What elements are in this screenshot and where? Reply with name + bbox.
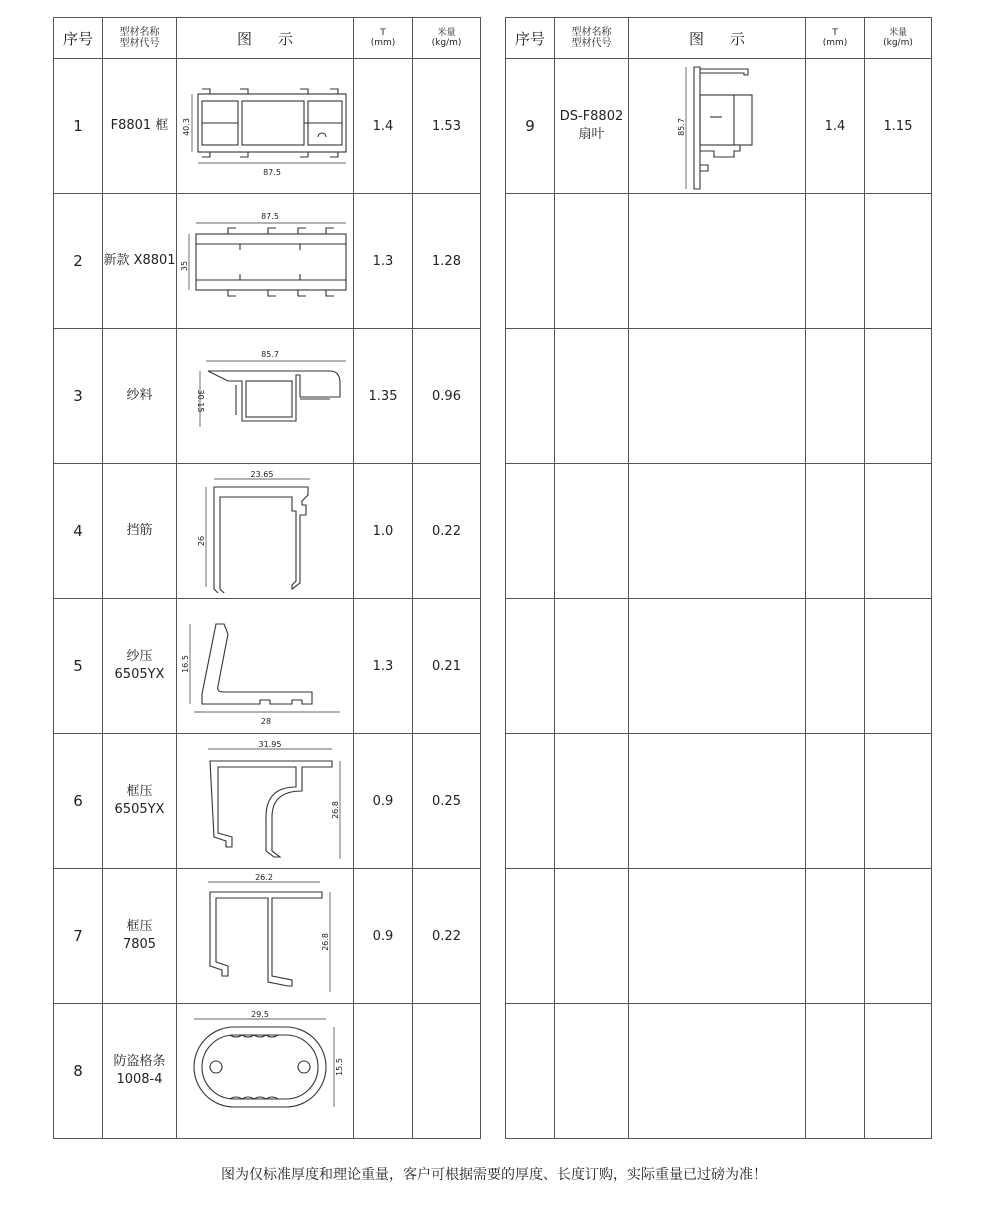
profile-figure	[177, 194, 354, 329]
empty-cell	[629, 734, 806, 869]
profile-drawing-screen	[180, 341, 350, 451]
header-weight-line2: (kg/m)	[883, 38, 913, 48]
footnote: 图为仅标准厚度和理论重量，客户可根据需要的厚度、长度订购，实际重量已过磅为准！	[221, 1167, 767, 1183]
empty-cell	[865, 194, 932, 329]
dim-height: 30.15	[196, 389, 205, 413]
empty-cell	[555, 734, 629, 869]
row-number: 5	[54, 599, 103, 734]
dim-width: 85.7	[261, 350, 279, 359]
table-row	[54, 329, 481, 464]
header-weight-line2: (kg/m)	[431, 38, 462, 48]
thickness-value	[354, 1004, 413, 1139]
table-row	[54, 734, 481, 869]
profile-name	[103, 329, 177, 464]
weight-value: 0.21	[413, 599, 481, 734]
empty-cell	[555, 869, 629, 1004]
dim-height: 85.7	[677, 118, 686, 136]
header-no	[506, 18, 555, 59]
table-row	[54, 464, 481, 599]
empty-cell	[806, 329, 865, 464]
empty-cell	[629, 1004, 806, 1139]
table-row	[54, 1004, 481, 1139]
profile-name-line2: 扇叶	[578, 127, 605, 142]
header-name-line1: 型材名称	[571, 27, 612, 38]
weight-value: 1.28	[413, 194, 481, 329]
header-weight-line1: 米量	[888, 28, 907, 38]
dim-width: 87.5	[263, 168, 281, 177]
header-no-label: 序号	[62, 29, 93, 48]
weight-value: 0.22	[413, 464, 481, 599]
table-row	[54, 59, 481, 194]
header-name-line2: 型材代号	[571, 38, 612, 49]
dim-height: 26.8	[331, 801, 340, 819]
header-thickness	[354, 18, 413, 59]
dim-width: 87.5	[261, 212, 279, 221]
row-number: 1	[54, 59, 103, 194]
empty-cell	[506, 1004, 555, 1139]
empty-cell	[629, 869, 806, 1004]
profile-name-line2: 6505YX	[114, 667, 165, 682]
profile-name	[103, 599, 177, 734]
row-number: 7	[54, 869, 103, 1004]
row-number: 6	[54, 734, 103, 869]
profile-name	[103, 59, 177, 194]
profile-name	[103, 194, 177, 329]
profile-name	[103, 869, 177, 1004]
empty-cell	[506, 329, 555, 464]
profile-drawing-frame-press-7805	[180, 872, 350, 1000]
profile-figure	[177, 329, 354, 464]
profile-figure	[177, 734, 354, 869]
profile-name-line2: 1008-4	[116, 1072, 163, 1087]
row-number: 8	[54, 1004, 103, 1139]
empty-cell	[629, 464, 806, 599]
empty-cell	[629, 194, 806, 329]
thickness-value: 1.4	[354, 59, 413, 194]
profile-drawing-security-bar	[180, 1007, 350, 1135]
empty-cell	[806, 464, 865, 599]
profile-figure	[629, 59, 806, 194]
empty-cell	[629, 599, 806, 734]
header-name-line1: 型材名称	[119, 27, 160, 38]
header-figure	[177, 18, 354, 59]
table-row	[506, 1004, 932, 1139]
profile-name-line1: 挡筋	[126, 523, 153, 538]
table-row	[506, 329, 932, 464]
dim-height: 35	[180, 260, 189, 272]
weight-value: 1.15	[865, 59, 932, 194]
dim-width: 23.65	[250, 470, 274, 479]
empty-cell	[806, 599, 865, 734]
header-no-label: 序号	[514, 29, 545, 48]
profile-drawing-x8801	[180, 206, 350, 316]
empty-cell	[506, 869, 555, 1004]
header-row	[54, 18, 481, 59]
empty-cell	[806, 1004, 865, 1139]
table-row	[54, 869, 481, 1004]
header-weight-line1: 米量	[437, 28, 456, 38]
weight-value: 0.96	[413, 329, 481, 464]
profile-name	[103, 464, 177, 599]
header-weight	[413, 18, 481, 59]
table-row	[54, 194, 481, 329]
profile-name-line1: F8801 框	[110, 118, 169, 133]
empty-cell	[629, 329, 806, 464]
header-figure-label: 图示	[688, 29, 771, 48]
row-number: 3	[54, 329, 103, 464]
profile-figure	[177, 599, 354, 734]
header-thickness-line1: T	[380, 28, 386, 38]
profile-drawing-rib	[180, 469, 350, 593]
empty-cell	[865, 869, 932, 1004]
thickness-value: 1.35	[354, 329, 413, 464]
table-row	[506, 599, 932, 734]
header-thickness	[806, 18, 865, 59]
table-row	[506, 59, 932, 194]
empty-cell	[806, 869, 865, 1004]
profile-name	[555, 59, 629, 194]
header-row	[506, 18, 932, 59]
table-row	[506, 194, 932, 329]
dim-height: 15.5	[335, 1058, 344, 1076]
empty-cell	[555, 194, 629, 329]
table-row	[506, 869, 932, 1004]
profile-figure	[177, 59, 354, 194]
header-thickness-line1: T	[832, 28, 838, 38]
empty-cell	[555, 464, 629, 599]
empty-cell	[865, 734, 932, 869]
row-number: 4	[54, 464, 103, 599]
header-thickness-line2: (mm)	[822, 38, 848, 48]
thickness-value: 1.3	[354, 194, 413, 329]
dim-height: 26	[197, 535, 206, 547]
header-name	[555, 18, 629, 59]
profile-table-left	[53, 17, 481, 1139]
profile-drawing-f8801	[180, 71, 350, 181]
header-thickness-line2: (mm)	[370, 38, 396, 48]
profile-name-line1: 防盗格条	[113, 1054, 166, 1069]
row-number: 9	[506, 59, 555, 194]
profile-name	[103, 1004, 177, 1139]
profile-drawing-ds-f8802	[632, 61, 802, 191]
empty-cell	[865, 464, 932, 599]
header-weight	[865, 18, 932, 59]
dim-height: 40.3	[182, 118, 191, 136]
header-figure-label: 图示	[236, 29, 319, 48]
profile-name-line1: 纱压	[126, 649, 153, 664]
profile-figure	[177, 869, 354, 1004]
profile-figure	[177, 1004, 354, 1139]
empty-cell	[506, 599, 555, 734]
empty-cell	[555, 599, 629, 734]
thickness-value: 1.3	[354, 599, 413, 734]
profile-table-right	[505, 17, 932, 1139]
dim-height: 16.5	[181, 655, 190, 673]
dim-width: 31.95	[258, 740, 282, 749]
weight-value: 1.53	[413, 59, 481, 194]
row-number: 2	[54, 194, 103, 329]
profile-name-line1: 新款 X8801	[103, 253, 176, 268]
header-name	[103, 18, 177, 59]
empty-cell	[555, 329, 629, 464]
thickness-value: 1.4	[806, 59, 865, 194]
thickness-value: 0.9	[354, 869, 413, 1004]
empty-cell	[506, 734, 555, 869]
header-no	[54, 18, 103, 59]
table-row	[54, 599, 481, 734]
profile-name-line1: 框压	[126, 784, 153, 799]
empty-cell	[865, 329, 932, 464]
dim-width: 28	[260, 717, 272, 726]
profile-name-line2: 6505YX	[114, 802, 165, 817]
dim-width: 29.5	[251, 1010, 269, 1019]
thickness-value: 0.9	[354, 734, 413, 869]
profile-name-line1: 框压	[126, 919, 153, 934]
table-row	[506, 464, 932, 599]
profile-drawing-screen-press	[180, 604, 350, 728]
empty-cell	[555, 1004, 629, 1139]
empty-cell	[506, 194, 555, 329]
empty-cell	[506, 464, 555, 599]
profile-name-line2: 7805	[122, 937, 157, 952]
dim-height: 26.8	[321, 933, 330, 951]
header-name-line2: 型材代号	[119, 38, 160, 49]
empty-cell	[865, 1004, 932, 1139]
profile-name	[103, 734, 177, 869]
header-figure	[629, 18, 806, 59]
empty-cell	[865, 599, 932, 734]
profile-figure	[177, 464, 354, 599]
weight-value: 0.25	[413, 734, 481, 869]
weight-value: 0.22	[413, 869, 481, 1004]
weight-value	[413, 1004, 481, 1139]
empty-cell	[806, 734, 865, 869]
empty-cell	[806, 194, 865, 329]
thickness-value: 1.0	[354, 464, 413, 599]
dim-width: 26.2	[255, 873, 273, 882]
table-row	[506, 734, 932, 869]
profile-name-line1: 纱料	[126, 388, 153, 403]
profile-name-line1: DS-F8802	[559, 109, 624, 124]
profile-drawing-frame-press-6505	[180, 737, 350, 865]
